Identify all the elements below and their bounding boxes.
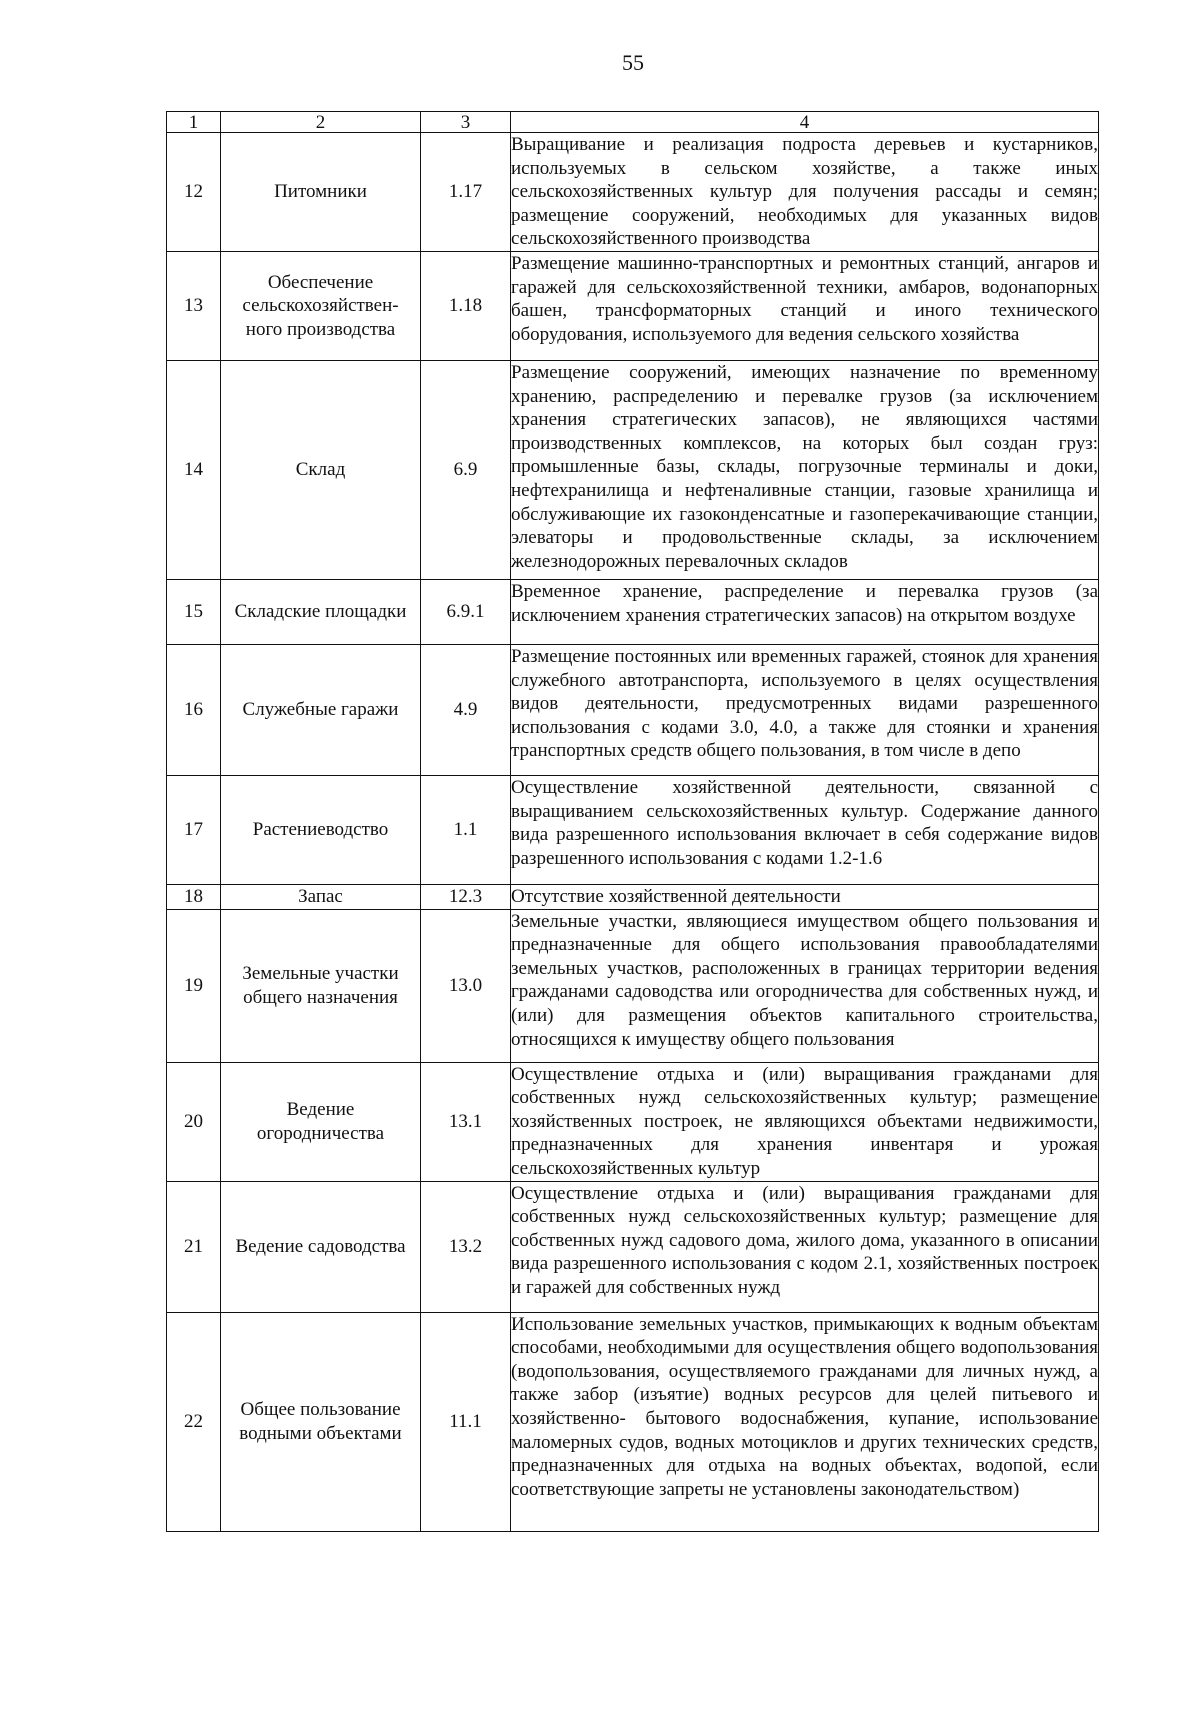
land-use-description-text: Отсутствие хозяйственной деятельности: [511, 885, 841, 907]
table-row: [167, 909, 1099, 1062]
row-number: [167, 775, 221, 884]
land-use-name-text: Служебные гаражи: [242, 699, 399, 721]
row-number: [167, 251, 221, 360]
land-use-name-text: Общее пользование водными объектами: [239, 1398, 402, 1444]
row-number-text: 15: [184, 601, 203, 623]
page-number: 55: [622, 50, 644, 75]
header-cell-3: 3: [421, 112, 511, 133]
land-use-description: [511, 1062, 1099, 1181]
table-row: [167, 1312, 1099, 1531]
land-use-code: [421, 360, 511, 579]
land-use-name: [221, 360, 421, 579]
land-use-code: [421, 644, 511, 775]
row-number-text: 13: [184, 295, 203, 317]
land-use-description-text: Временное хранение, распределение и перевалка грузов (за исключением хранения стратегических запасов) на открытом воздухе: [511, 580, 1098, 626]
header-cell-2: 2: [221, 112, 421, 133]
land-use-description: [511, 1312, 1099, 1531]
row-number: [167, 579, 221, 644]
land-use-code-text: 13.1: [448, 1110, 483, 1132]
land-use-name-text: Складские площадки: [234, 601, 407, 623]
land-use-name-text: Ведение огородничества: [256, 1098, 385, 1144]
table-row: [167, 644, 1099, 775]
table-row: [167, 579, 1099, 644]
land-use-code: [421, 251, 511, 360]
row-number-text: 14: [184, 459, 203, 481]
land-use-code: [421, 579, 511, 644]
land-use-description: [511, 775, 1099, 884]
land-use-name: [221, 133, 421, 252]
land-use-description: [511, 644, 1099, 775]
land-use-code-text: 12.3: [448, 885, 483, 907]
land-use-name: [221, 1062, 421, 1181]
land-use-code: [421, 909, 511, 1062]
row-number: [167, 360, 221, 579]
table-row: [167, 884, 1099, 909]
row-number: [167, 1312, 221, 1531]
table-row: [167, 360, 1099, 579]
land-use-description: [511, 579, 1099, 644]
row-number-text: 19: [184, 974, 203, 996]
land-use-description-text: Выращивание и реализация подроста деревьев и кустарников, используемых в сельском хозяйстве, а также иных сельскохозяйственных культур для получения рассады и семян; размещение сооружений, необходимых для указанных видов сельскохозяйственного производства: [511, 134, 1098, 250]
land-use-description-text: Использование земельных участков, примыкающих к водным объектам способами, необходимыми для осуществления общего водопользования (водопользования, осуществляемого гражданами для личных нужд, а также забор (изъятие) водных ресурсов для целей питьевого и хозяйственно- бытового водоснабжения, купание, использование маломерных судов, водных мотоциклов и других технических средств, предназначенных для отдыха на водных объектах, водопой, если соответствующие запреты не установлены законодательством): [511, 1313, 1098, 1500]
row-number-text: 16: [184, 699, 203, 721]
land-use-code-text: 13.2: [448, 1235, 483, 1257]
land-use-code: [421, 884, 511, 909]
land-use-code-text: 1.1: [453, 819, 478, 841]
land-use-description-text: Земельные участки, являющиеся имуществом общего пользования и предназначенные для общего использования правообладателями земельных участков, расположенных в границах территории ведения гражданами садоводства или огородничества для собственных нужд, и (или) для размещения объектов капитального строительства, относящихся к имуществу общего пользования: [511, 910, 1098, 1050]
header-row: [167, 112, 1099, 133]
land-use-description-text: Осуществление хозяйственной деятельности, связанной с выращиванием сельскохозяйственных культур. Содержание данного вида разрешенного использования включает в себя содержание видов разрешенного использования с кодами 1.2-1.6: [511, 776, 1098, 869]
land-use-code: [421, 1312, 511, 1531]
land-use-name-text: Земельные участки общего назначения: [242, 962, 399, 1008]
land-use-name-text: Запас: [298, 885, 343, 907]
land-use-name-text: Обеспечение сельскохозяйствен-ного производства: [242, 271, 399, 340]
row-number: [167, 644, 221, 775]
land-use-code: [421, 1062, 511, 1181]
land-use-description-text: Размещение машинно-транспортных и ремонтных станций, ангаров и гаражей для сельскохозяйственной техники, амбаров, водонапорных башен, трансформаторных станций и иного технического оборудования, используемого для ведения сельского хозяйства: [511, 252, 1098, 345]
land-use-code: [421, 133, 511, 252]
land-use-code-text: 11.1: [449, 1410, 482, 1432]
land-use-code-text: 4.9: [453, 699, 478, 721]
row-number-text: 20: [184, 1110, 203, 1132]
land-use-description-text: Размещение сооружений, имеющих назначение по временному хранению, распределению и перевалке грузов (за исключением хранения стратегических запасов), не являющихся частями производственных комплексов, на которых был создан груз: промышленные базы, склады, погрузочные терминалы и доки, нефтехранилища и нефтеналивные станции, газовые хранилища и обслуживающие их газоконденсатные и газоперекачивающие станции, элеваторы и продовольственные склады, за исключением железнодорожных перевалочных складов: [511, 361, 1098, 572]
land-use-description-text: Осуществление отдыха и (или) выращивания гражданами для собственных нужд сельскохозяйственных культур; размещение хозяйственных построек, не являющихся объектами недвижимости, предназначенных для хранения инвентаря и урожая сельскохозяйственных культур: [511, 1063, 1098, 1179]
header-cell-4: 4: [511, 112, 1099, 133]
land-use-name-text: Склад: [295, 459, 346, 481]
land-use-description: [511, 133, 1099, 252]
land-use-name: [221, 579, 421, 644]
table-row: [167, 251, 1099, 360]
land-use-name-text: Растениеводство: [252, 819, 389, 841]
land-use-code-text: 1.18: [448, 295, 483, 317]
row-number-text: 21: [184, 1235, 203, 1257]
land-use-code-text: 1.17: [448, 181, 483, 203]
row-number: [167, 1181, 221, 1312]
land-use-description: [511, 360, 1099, 579]
land-use-name: [221, 775, 421, 884]
land-use-code-text: 13.0: [448, 974, 483, 996]
land-use-name: [221, 884, 421, 909]
header-cell-1: 1: [167, 112, 221, 133]
land-use-code: [421, 775, 511, 884]
table-row: [167, 775, 1099, 884]
row-number: [167, 909, 221, 1062]
land-use-name: [221, 644, 421, 775]
row-number-text: 18: [184, 885, 203, 907]
land-use-description-text: Осуществление отдыха и (или) выращивания гражданами для собственных нужд сельскохозяйственных культур; размещение для собственных нужд садового дома, жилого дома, указанного в описании вида разрешенного использования с кодом 2.1, хозяйственных построек и гаражей для собственных нужд: [511, 1182, 1098, 1298]
land-use-name: [221, 1181, 421, 1312]
land-use-name: [221, 909, 421, 1062]
land-use-description: [511, 251, 1099, 360]
land-use-name: [221, 251, 421, 360]
land-use-code: [421, 1181, 511, 1312]
table-row: [167, 1062, 1099, 1181]
row-number-text: 12: [184, 181, 203, 203]
row-number-text: 22: [184, 1410, 203, 1432]
land-use-description: [511, 884, 1099, 909]
table-row: [167, 1181, 1099, 1312]
land-use-name-text: Ведение садоводства: [235, 1235, 406, 1257]
row-number-text: 17: [184, 819, 203, 841]
row-number: [167, 884, 221, 909]
land-use-code-text: 6.9.1: [446, 601, 485, 623]
land-use-name-text: Питомники: [274, 181, 367, 203]
land-use-table: [166, 111, 1099, 1532]
land-use-description: [511, 909, 1099, 1062]
land-use-description: [511, 1181, 1099, 1312]
land-use-code-text: 6.9: [453, 459, 478, 481]
row-number: [167, 1062, 221, 1181]
row-number: [167, 133, 221, 252]
land-use-description-text: Размещение постоянных или временных гаражей, стоянок для хранения служебного автотранспорта, используемого в целях осуществления видов деятельности, предусмотренных видами разрешенного использования с кодами 3.0, 4.0, а также для стоянки и хранения транспортных средств общего пользования, в том числе в депо: [511, 645, 1098, 762]
land-use-name: [221, 1312, 421, 1531]
table-row: [167, 133, 1099, 252]
